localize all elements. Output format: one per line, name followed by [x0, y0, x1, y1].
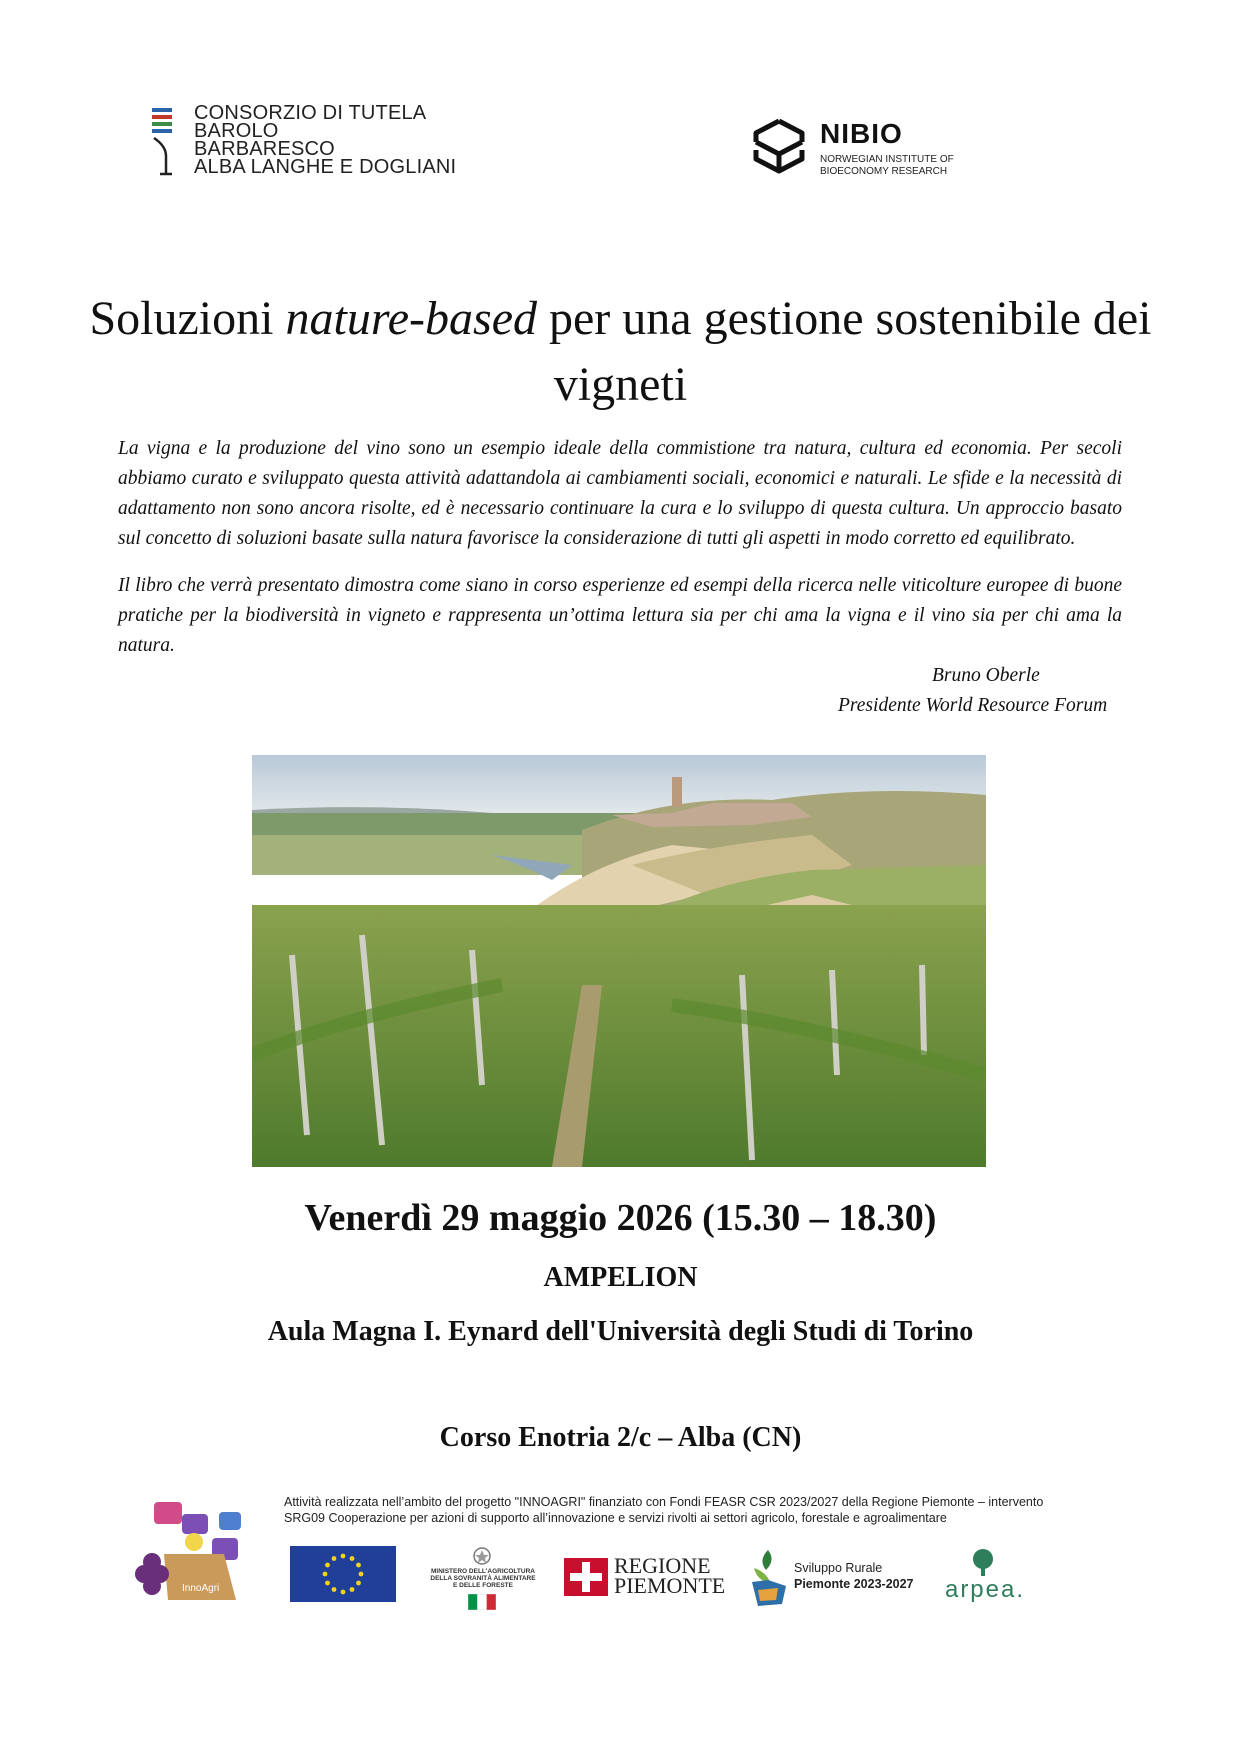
consorzio-line-2: BAROLO — [194, 120, 279, 142]
innoagri-mascot-icon — [124, 1494, 264, 1604]
ministero-line-2: DELLA SOVRANITÀ ALIMENTARE — [430, 1575, 536, 1582]
nibio-name: NIBIO — [820, 118, 903, 149]
consorzio-mark-icon — [152, 108, 180, 178]
regione-piemonte-logo — [564, 1553, 730, 1600]
sviluppo-line-2: Piemonte 2023-2027 — [794, 1577, 914, 1591]
signature-role: Presidente World Resource Forum — [838, 695, 1108, 716]
sviluppo-plant-icon — [748, 1546, 790, 1608]
intro-paragraph-2: Il libro che verrà presentato dimostra come siano in corso esperienze ed esempi della ricerca nelle viticolture europee di buone pratiche per la biodiversità in vigneto e rappresenta un’ottima lettura sia per chi ama la vigna e il vino sia per chi ama la natura. — [118, 575, 1122, 656]
sviluppo-line-1: Sviluppo Rurale — [794, 1561, 883, 1575]
title-italic: nature-based — [285, 292, 537, 345]
sviluppo-name — [794, 1560, 914, 1592]
arpea-tree-icon — [968, 1548, 998, 1578]
consorzio-line-1: CONSORZIO DI TUTELA — [194, 102, 427, 124]
regione-shield-icon — [564, 1558, 608, 1596]
nibio-sub-line-2: BIOECONOMY RESEARCH — [820, 166, 948, 177]
innoagri-label: InnoAgri — [182, 1583, 220, 1594]
italy-flag-icon — [468, 1594, 496, 1610]
consorzio-line-4: ALBA LANGHE E DOGLIANI — [194, 156, 457, 178]
arpea-logo — [940, 1548, 1030, 1608]
eu-flag-logo — [290, 1546, 396, 1602]
consorzio-name — [194, 104, 456, 176]
title-part-1: Soluzioni — [89, 292, 286, 345]
event-venue: AMPELION — [543, 1262, 698, 1293]
nibio-logo — [752, 118, 972, 178]
arpea-name: arpea. — [944, 1576, 1026, 1603]
funding-note: Attività realizzata nell’ambito del progetto "INNOAGRI" finanziato con Fondi FEASR CSR 2023/2027 della Regione Piemonte – intervento SRG09 Cooperazione per azioni di supporto all’innovazione e servizi rivolti ai settori agricolo, forestale e agroalimentare — [284, 1495, 1044, 1525]
event-address: Corso Enotria 2/c – Alba (CN) — [439, 1422, 802, 1453]
ministero-line-3: E DELLE FORESTE — [453, 1582, 513, 1589]
event-date: Venerdì 29 maggio 2026 (15.30 – 18.30) — [304, 1197, 937, 1239]
consorzio-logo — [152, 104, 472, 184]
nibio-sub-line-1: NORWEGIAN INSTITUTE OF — [820, 154, 954, 165]
signature-name: Bruno Oberle — [932, 665, 1040, 686]
ministero-line-1: MINISTERO DELL'AGRICOLTURA — [431, 1568, 535, 1575]
intro-paragraph-1: La vigna e la produzione del vino sono un esempio ideale della commistione tra natura, cultura ed economia. Per secoli abbiamo curato e sviluppato questa attività adattandola ai cambiamenti sociali, economici e naturali. Le sfide e la necessità di adattamento non sono ancora risolte, ed è necessario continuare la cura e lo sviluppo di questa cultura. Un approccio basato sul concetto di soluzioni basate sulla natura favorisce la considerazione di tutti gli aspetti in modo corretto ed equilibrato. — [118, 438, 1122, 549]
title-part-2: per una gestione sostenibile dei vigneti — [537, 292, 1152, 411]
nibio-hexagon-icon — [752, 118, 806, 174]
vineyard-landscape-image — [252, 755, 986, 1167]
ministero-logo — [418, 1546, 548, 1610]
regione-line-2: PIEMONTE — [614, 1573, 726, 1598]
vineyard-photo — [252, 755, 986, 1167]
nibio-subtitle — [820, 154, 954, 178]
page-title — [80, 286, 1161, 418]
sviluppo-rurale-logo — [748, 1546, 930, 1610]
regione-line-1: REGIONE — [614, 1553, 711, 1578]
emblem-icon — [470, 1546, 494, 1566]
eu-flag-icon — [290, 1546, 396, 1602]
consorzio-line-3: BARBARESCO — [194, 138, 335, 160]
regione-name — [614, 1553, 726, 1598]
event-hall: Aula Magna I. Eynard dell'Università degli Studi di Torino — [267, 1316, 974, 1347]
innoagri-logo — [124, 1494, 264, 1604]
